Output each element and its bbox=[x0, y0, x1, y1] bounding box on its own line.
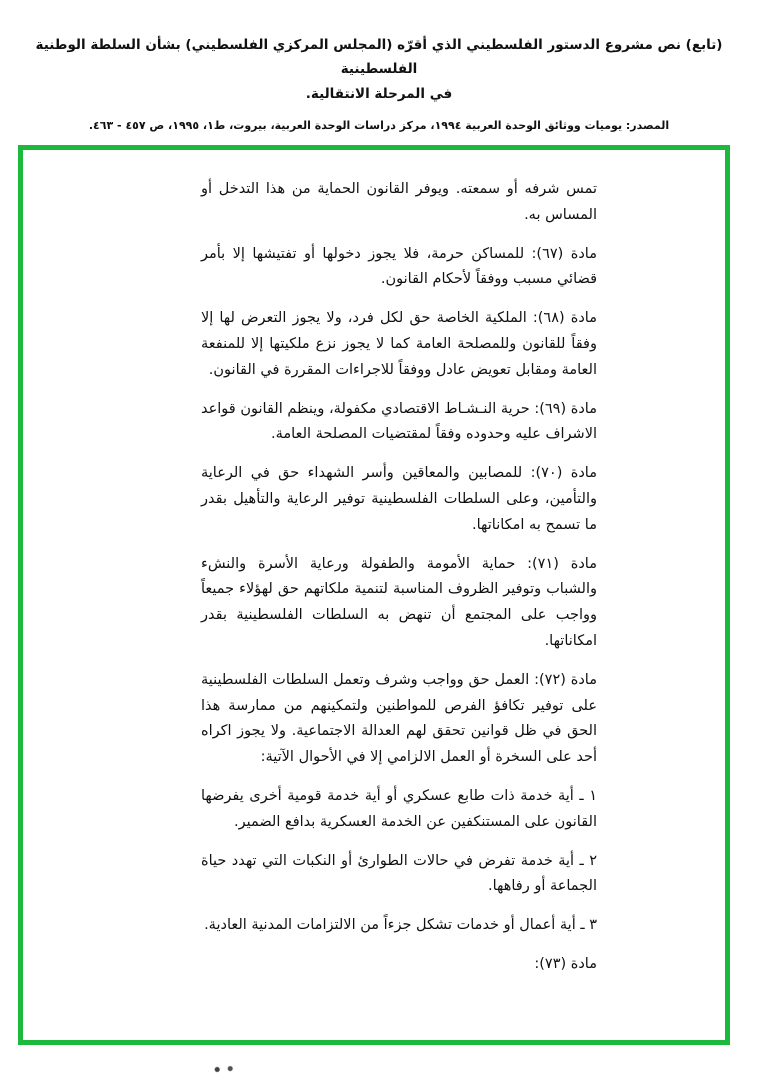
article-72-item-2: ٢ ـ أية خدمة تفرض في حالات الطوارئ أو النكبات التي تهدد حياة الجماعة أو رفاهها. bbox=[201, 852, 597, 895]
article-67: مادة (٦٧): للمساكن حرمة، فلا يجوز دخولها أو تفتيشها إلا بأمر قضائي مسبب ووفقاً لأحكام القانون. bbox=[201, 245, 597, 288]
paragraph-continuation: تمس شرفه أو سمعته. ويوفر القانون الحماية من هذا التدخل أو المساس به. bbox=[201, 181, 597, 223]
article-69: مادة (٦٩): حرية النـشـاط الاقتصادي مكفولة، وينظم القانون قواعد الاشراف عليه وحدوده وفقاً لمقتضيات المصلحة العامة. bbox=[201, 400, 597, 443]
article-73: مادة (٧٣): bbox=[534, 955, 597, 972]
article-text-column bbox=[201, 177, 597, 991]
article-72-item-1: ١ ـ أية خدمة ذات طابع عسكري أو أية خدمة قومية أخرى يفرضها القانون على المستنكفين عن الخدمة العسكرية بدافع الضمير. bbox=[201, 787, 597, 830]
article-68: مادة (٦٨): الملكية الخاصة حق لكل فرد، ولا يجوز التعرض لها إلا وفقاً للقانون وللمصلحة العامة كما لا يجوز نزع ملكيتها إلا للمنفعة العامة ومقابل تعويض عادل ووفقاً للاجراءات المقررة في القانون. bbox=[201, 310, 597, 378]
article-72-item-3: ٣ ـ أية أعمال أو خدمات تشكل جزءاً من الالتزامات المدنية العادية. bbox=[204, 917, 597, 934]
document-title-line2: في المرحلة الانتقالية. bbox=[305, 86, 453, 103]
article-72: مادة (٧٢): العمل حق وواجب وشرف وتعمل السلطات الفلسطينية على توفير تكافؤ الفرص للمواطنين ولتمكينهم من ممارسة هذا الحق في ظل قوانين تحقق لهم العدالة الاجتماعية. ولا يجوز اكراه أحد على السخرة أو العمل الالزامي إلا في الأحوال الآتية: bbox=[201, 671, 597, 766]
scan-artifact bbox=[212, 1065, 238, 1074]
document-title-line1: (تابع) نص مشروع الدستور الفلسطيني الذي أقرّه (المجلس المركزي الفلسطيني) بشأن السلطة الوطنية الفلسطينية bbox=[35, 37, 723, 77]
highlight-border-box bbox=[18, 145, 730, 1045]
document-header bbox=[0, 34, 758, 132]
document-source-citation: المصدر: يوميات ووثائق الوحدة العربية ١٩٩٤، مركز دراسات الوحدة العربية، بيروت، ط١، ١٩٩٥، ص ٤٥٧ - ٤٦٣. bbox=[88, 118, 670, 132]
article-70: مادة (٧٠): للمصابين والمعاقين وأسر الشهداء حق في الرعاية والتأمين، وعلى السلطات الفلسطينية توفير الرعاية والتأهيل بقدر ما تسمح به امكاناتها. bbox=[201, 465, 597, 533]
article-71: مادة (٧١): حماية الأمومة والطفولة ورعاية الأسرة والنشء والشباب وتوفير الظروف المناسبة لتنمية ملكاتهم حق لهؤلاء جميعاً وواجب على المجتمع أن تنهض به السلطات الفلسطينية بقدر امكاناتها. bbox=[201, 555, 597, 649]
